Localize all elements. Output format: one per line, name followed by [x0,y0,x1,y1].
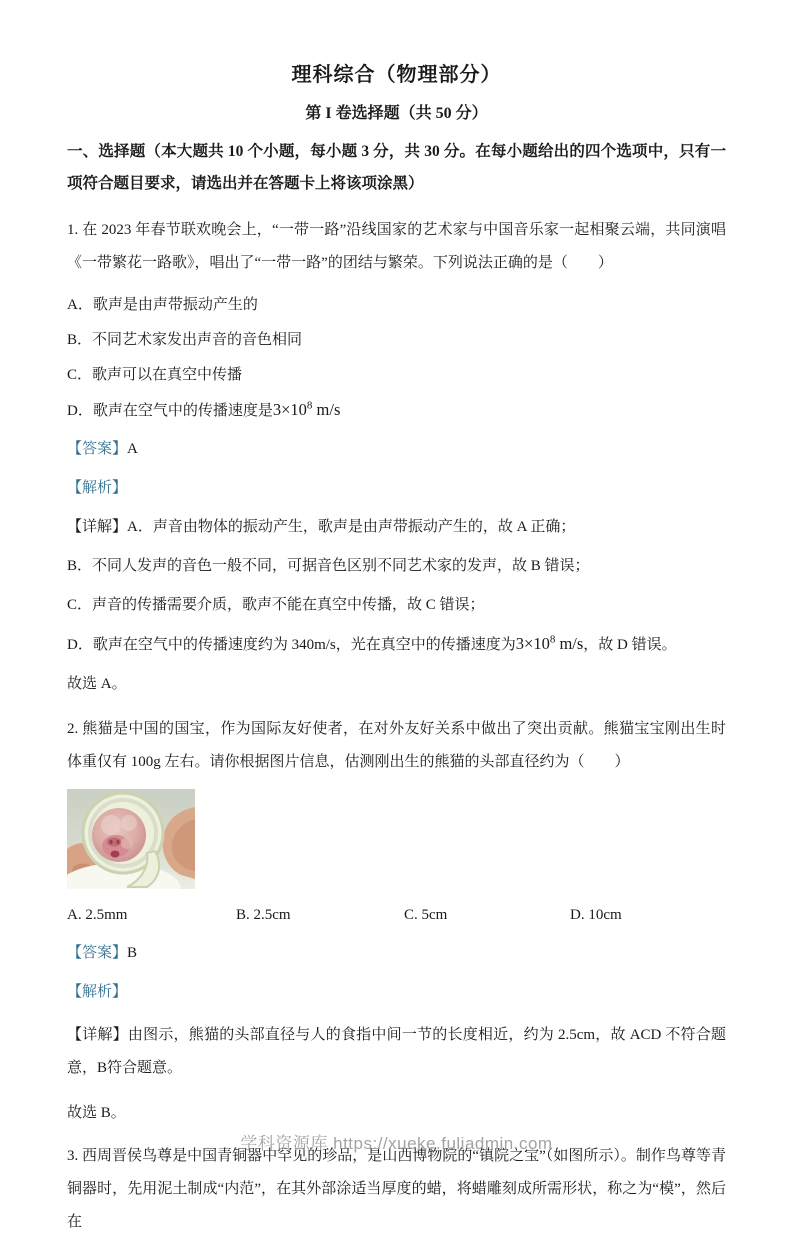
panda-photo [67,789,195,889]
watermark-footer: 学科资源库 https://xueke.fuliadmin.com [240,1134,553,1153]
q1-detail-d-suffix: ，故 D 错误。 [583,637,677,653]
question-2 [67,713,726,1124]
q1-option-d [67,400,726,421]
analysis-label: 【解析】 [67,480,128,496]
q1-option-b: B．不同艺术家发出声音的音色相同 [67,332,303,348]
q1-detail-a [67,516,726,538]
q2-option-a: A. 2.5mm [67,907,128,923]
q2-detail [67,1019,726,1085]
section-heading: 一、选择题（本大题共 10 个小题，每小题 3 分，共 30 分。在每小题给出的四个选项中，只有一项符合题目要求，请选出并在答题卡上将该项涂黑） [67,143,726,192]
q3-stem: 3. 西周晋侯鸟尊是中国青铜器中罕见的珍品，是山西博物院的“镇院之宝”（如图所示）。制作鸟尊等青铜器时，先用泥土制成“内范”，在其外部涂适当厚度的蜡，将蜡雕刻成所需形状，称之为“模”，然后在 [67,1148,726,1230]
q2-options-row [67,905,726,925]
q1-option-d-formula: $3\times 10^8$ m/s [272,399,341,419]
q2-conclusion: 故选 B。 [67,1105,126,1121]
q1-detail-d-formula: $3\times 10^8$ m/s [515,633,584,653]
q2-detail-text: 由图示，熊猫的头部直径与人的食指中间一节的长度相近，约为 2.5cm，故 ACD 不符合题意，B符合题意。 [67,1027,726,1076]
q1-option-c: C．歌声可以在真空中传播 [67,367,243,383]
q2-option-b: B. 2.5cm [236,907,291,923]
q1-answer-value: A [127,441,138,457]
q1-option-d-text: D．歌声在空气中的传播速度是 [67,403,273,419]
q1-stem: 1. 在 2023 年春节联欢晚会上，“一带一路”沿线国家的艺术家与中国音乐家一起相聚云端，共同演唱《一带繁花一路歌》，唱出了“一带一路”的团结与繁荣。下列说法正确的是（ ） [67,222,726,271]
q2-answer-line [67,942,726,964]
q1-conclusion: 故选 A。 [67,676,127,692]
q1-detail-d-text: D．歌声在空气中的传播速度约为 340m/s，光在真空中的传播速度为 [67,637,516,653]
q2-answer-value: B [127,945,138,961]
q2-option-d: D. 10cm [570,907,622,923]
panda-photo-graphic [67,789,195,889]
page-subtitle: 第 I 卷选择题（共 50 分） [305,105,488,122]
q1-detail-d [67,633,726,656]
q1-detail-a-text: A．声音由物体的振动产生，歌声是由声带振动产生的，故 A 正确； [127,519,576,535]
page-title: 理科综合（物理部分） [291,64,502,86]
question-3 [67,1140,726,1239]
answer-label: 【答案】 [67,945,128,961]
analysis-label: 【解析】 [67,984,128,1000]
q1-detail-c: C．声音的传播需要介质，歌声不能在真空中传播，故 C 错误； [67,597,485,613]
exam-page [0,58,793,1230]
q2-option-c: C. 5cm [404,907,448,923]
q2-stem: 2. 熊猫是中国的国宝，作为国际友好使者，在对外友好关系中做出了突出贡献。熊猫宝宝刚出生时体重仅有 100g 左右。请你根据图片信息，估测刚出生的熊猫的头部直径约为（ ） [67,721,726,770]
detail-label: 【详解】 [67,519,128,535]
q1-detail-b: B．不同人发声的音色一般不同，可据音色区别不同艺术家的发声，故 B 错误； [67,558,590,574]
q2-analysis-line [67,981,726,1003]
question-1 [67,214,726,695]
detail-label: 【详解】 [67,1027,128,1043]
answer-label: 【答案】 [67,441,128,457]
q1-analysis-line [67,477,726,499]
q1-option-a: A．歌声是由声带振动产生的 [67,297,258,313]
q1-answer-line [67,438,726,460]
